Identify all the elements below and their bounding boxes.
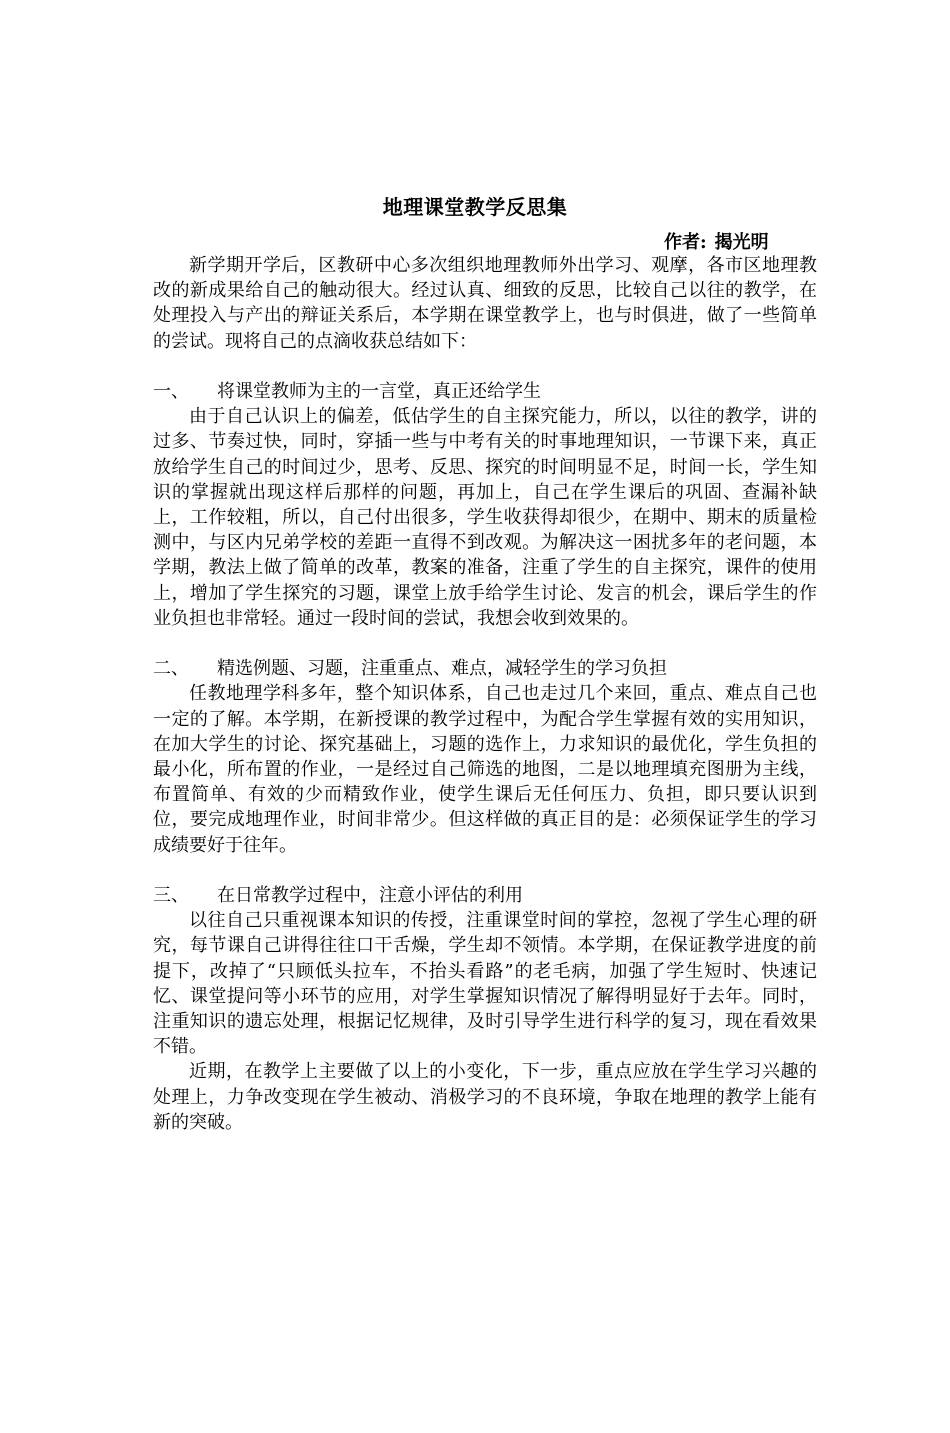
section-heading-2 <box>153 656 817 681</box>
section-3-paragraph-2: 近期，在教学上主要做了以上的小变化，下一步，重点应放在学生学习兴趣的处理上，力争改变现在学生被动、消极学习的不良环境，争取在地理的教学上能有新的突破。 <box>153 1061 817 1133</box>
section-title: 精选例题、习题，注重重点、难点，减轻学生的学习负担 <box>217 658 667 680</box>
section-1-paragraph: 由于自己认识上的偏差，低估学生的自主探究能力，所以，以往的教学，讲的过多、节奏过快，同时，穿插一些与中考有关的时事地理知识，一节课下来，真正放给学生自己的时间过少，思考、反思、探究的时间明显不足，时间一长，学生知识的掌握就出现这样后那样的问题，再加上，自己在学生课后的巩固、查漏补缺上，工作较粗，所以，自己付出很多，学生收获得却很少，在期中、期末的质量检测中，与区内兄弟学校的差距一直得不到改观。为解决这一困扰多年的老问题，本学期，教法上做了简单的改革，教案的准备，注重了学生的自主探究，课件的使用上，增加了学生探究的习题，课堂上放手给学生讨论、发言的机会，课后学生的作业负担也非常轻。通过一段时间的尝试，我想会收到效果的。 <box>153 406 817 629</box>
section-number: 二、 <box>153 658 189 680</box>
section-number: 一、 <box>153 381 189 402</box>
section-2-paragraph: 任教地理学科多年，整个知识体系，自己也走过几个来回，重点、难点自己也一定的了解。本学期，在新授课的教学过程中，为配合学生掌握有效的实用知识，在加大学生的讨论、探究基础上，习题的选作上，力求知识的最优化，学生负担的最小化，所布置的作业，一是经过自己筛选的地图，二是以地理填充图册为主线，布置简单、有效的少而精致作业，使学生课后无任何压力、负担，即只要认识到位，要完成地理作业，时间非常少。但这样做的真正目的是：必须保证学生的学习成绩要好于往年。 <box>153 683 817 856</box>
section-number: 三、 <box>153 885 189 907</box>
section-title: 在日常教学过程中，注意小评估的利用 <box>217 885 523 907</box>
document-title: 地理课堂教学反思集 <box>382 195 568 219</box>
author-label: 作者: <box>664 232 707 253</box>
document-body <box>153 253 817 1135</box>
section-heading-1 <box>153 379 817 404</box>
section-heading-3 <box>153 883 817 908</box>
author-name: 揭光明 <box>714 232 769 253</box>
intro-paragraph: 新学期开学后，区教研中心多次组织地理教师外出学习、观摩，各市区地理教改的新成果给自己的触动很大。经过认真、细致的反思，比较自己以往的教学，在处理投入与产出的辩证关系后，本学期在课堂教学上，也与时俱进，做了一些简单的尝试。现将自己的点滴收获总结如下： <box>153 255 817 352</box>
section-3-paragraph-1: 以往自己只重视课本知识的传授，注重课堂时间的掌控，忽视了学生心理的研究，每节课自己讲得往往口干舌燥，学生却不领情。本学期，在保证教学进度的前提下，改掉了“只顾低头拉车，不抬头看路”的老毛病，加强了学生短时、快速记忆、课堂提问等小环节的应用，对学生掌握知识情况了解得明显好于去年。同时，注重知识的遗忘处理，根据记忆规律，及时引导学生进行科学的复习，现在看效果不错。 <box>153 910 817 1058</box>
section-title: 将课堂教师为主的一言堂，真正还给学生 <box>217 381 541 402</box>
